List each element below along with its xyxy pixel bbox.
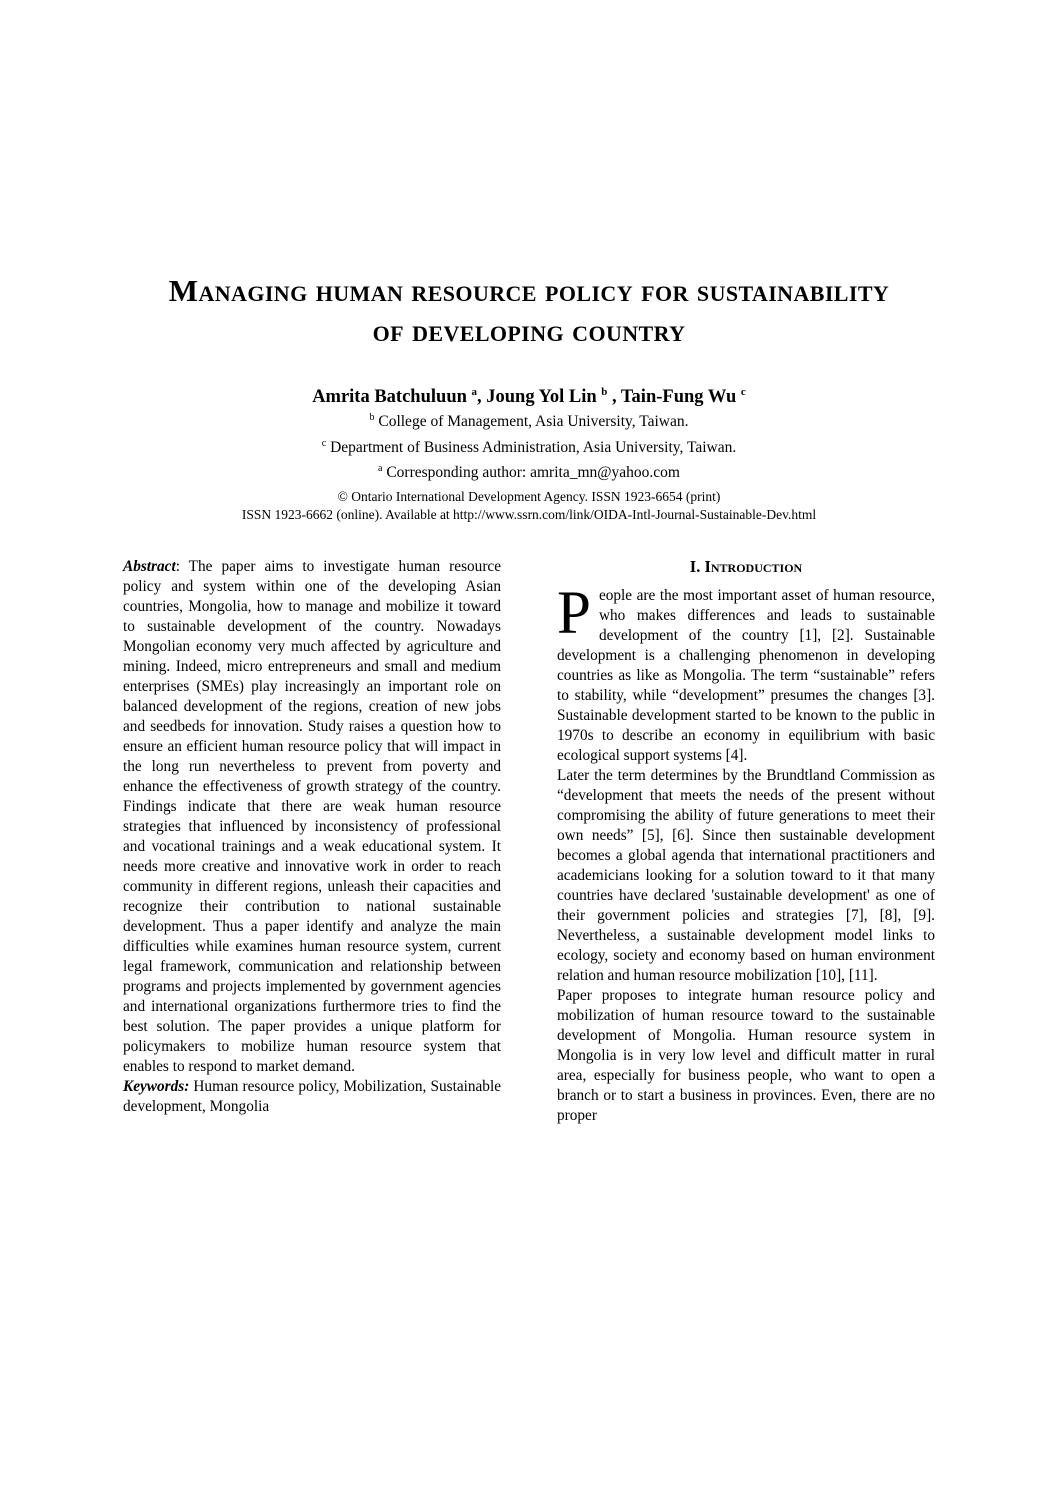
intro-paragraph-1-text: eople are the most important asset of human resource, who makes differences and leads to sustainable development of the country [1], [2]. Sustainable development is a challenging phenomenon in developing countries as like as Mongolia. The term “sustainable” refers to stability, while “development” presumes the changes [3]. Sustainable development started to be known to the public in 1970s to describe an economy in equilibrium with basic ecological support systems [4]. <box>557 587 935 764</box>
author-1-name: Amrita Batchuluun <box>312 387 472 408</box>
corresponding-author-line <box>60 458 998 484</box>
left-column <box>123 557 501 1126</box>
authors-line <box>60 381 998 409</box>
author-2-affiliation-mark: b <box>601 386 608 398</box>
intro-paragraph-3: Paper proposes to integrate human resource policy and mobilization of human resource toward to the sustainable development of Mongolia. Human resource system in Mongolia is in very low level and difficult matter in rural area, especially for business people, who want to open a branch or to start a business in provinces. Even, there are no proper <box>557 987 935 1124</box>
intro-paragraph-2: Later the term determines by the Brundtland Commission as “development that meets the needs of the present without compromising the ability of future generations to meet their own needs” [5], [6]. Since then sustainable development becomes a global agenda that international practitioners and academicians looking for a solution toward to it that many countries have declared 'sustainable development' as one of their government policies and strategies [7], [8], [9]. Nevertheless, a sustainable development model links to ecology, society and economy based on human environment relation and human resource mobilization [10], [11]. <box>557 767 935 984</box>
section-heading-introduction: I. Introduction <box>689 557 803 576</box>
two-column-body <box>123 557 935 1126</box>
affiliation-2-text: Department of Business Administration, Asia University, Taiwan. <box>326 438 737 456</box>
corresponding-author-text: Corresponding author: amrita_mn@yahoo.com <box>382 464 680 482</box>
author-2-name: , Joung Yol Lin <box>477 387 602 408</box>
paper-title-line-1: Managing human resource policy for sustainability <box>168 273 890 308</box>
copyright-block <box>60 488 998 524</box>
affiliation-2-mark: c <box>321 437 327 449</box>
abstract-text: : The paper aims to investigate human resource policy and system within one of the developing Asian countries, Mongolia, how to manage and mobilize it toward to sustainable development of the country. Nowadays Mongolian economy very much affected by agriculture and mining. Indeed, micro entrepreneurs and small and medium enterprises (SMEs) play increasingly an important role on balanced development of the regions, creation of new jobs and seedbeds for innovation. Study raises a question how to ensure an efficient human resource policy that will impact in the long run nevertheless to prevent from poverty and enhance the effectiveness of growth strategy of the country. Findings indicate that there are weak human resource strategies that influenced by inconsistency of professional and vocational trainings and a weak educational system. It needs more creative and innovative work in order to reach community in different regions, unleash their capacities and recognize their contribution to national sustainable development. Thus a paper identify and analyze the main difficulties while examines human resource system, current legal framework, communication and relationship between programs and projects implemented by government agencies and international organizations furthermore tries to find the best solution. The paper provides a unique platform for policymakers to mobilize human resource system that enables to respond to market demand. <box>123 558 501 1075</box>
keywords-paragraph <box>123 1077 501 1117</box>
author-1-affiliation-mark: a <box>471 386 478 398</box>
abstract-label: Abstract <box>123 558 176 575</box>
affiliations-block <box>60 407 998 484</box>
paper-title-line-2: of developing country <box>372 313 686 348</box>
affiliation-1-text: College of Management, Asia University, Taiwan. <box>374 413 689 431</box>
keywords-label: Keywords: <box>123 1078 190 1095</box>
copyright-line-2: ISSN 1923-6662 (online). Available at http://www.ssrn.com/link/OIDA-Intl-Journal-Sustainable-Dev.html <box>241 507 817 522</box>
author-3-affiliation-mark: c <box>740 386 746 398</box>
intro-paragraph-1 <box>557 580 935 766</box>
copyright-line-1: © Ontario International Development Agency. ISSN 1923-6654 (print) <box>337 489 721 504</box>
affiliation-1-mark: b <box>369 412 375 423</box>
dropcap-letter-p: P <box>557 580 591 647</box>
abstract-paragraph <box>123 557 501 1077</box>
keywords-text: Human resource policy, Mobilization, Sustainable development, Mongolia <box>123 1078 501 1115</box>
corresponding-author-mark: a <box>378 463 383 475</box>
affiliation-line-1 <box>60 407 998 433</box>
right-column <box>557 557 935 1126</box>
paper-title <box>60 271 998 351</box>
author-3-name: , Tain-Fung Wu <box>607 387 741 408</box>
affiliation-line-2 <box>60 433 998 459</box>
